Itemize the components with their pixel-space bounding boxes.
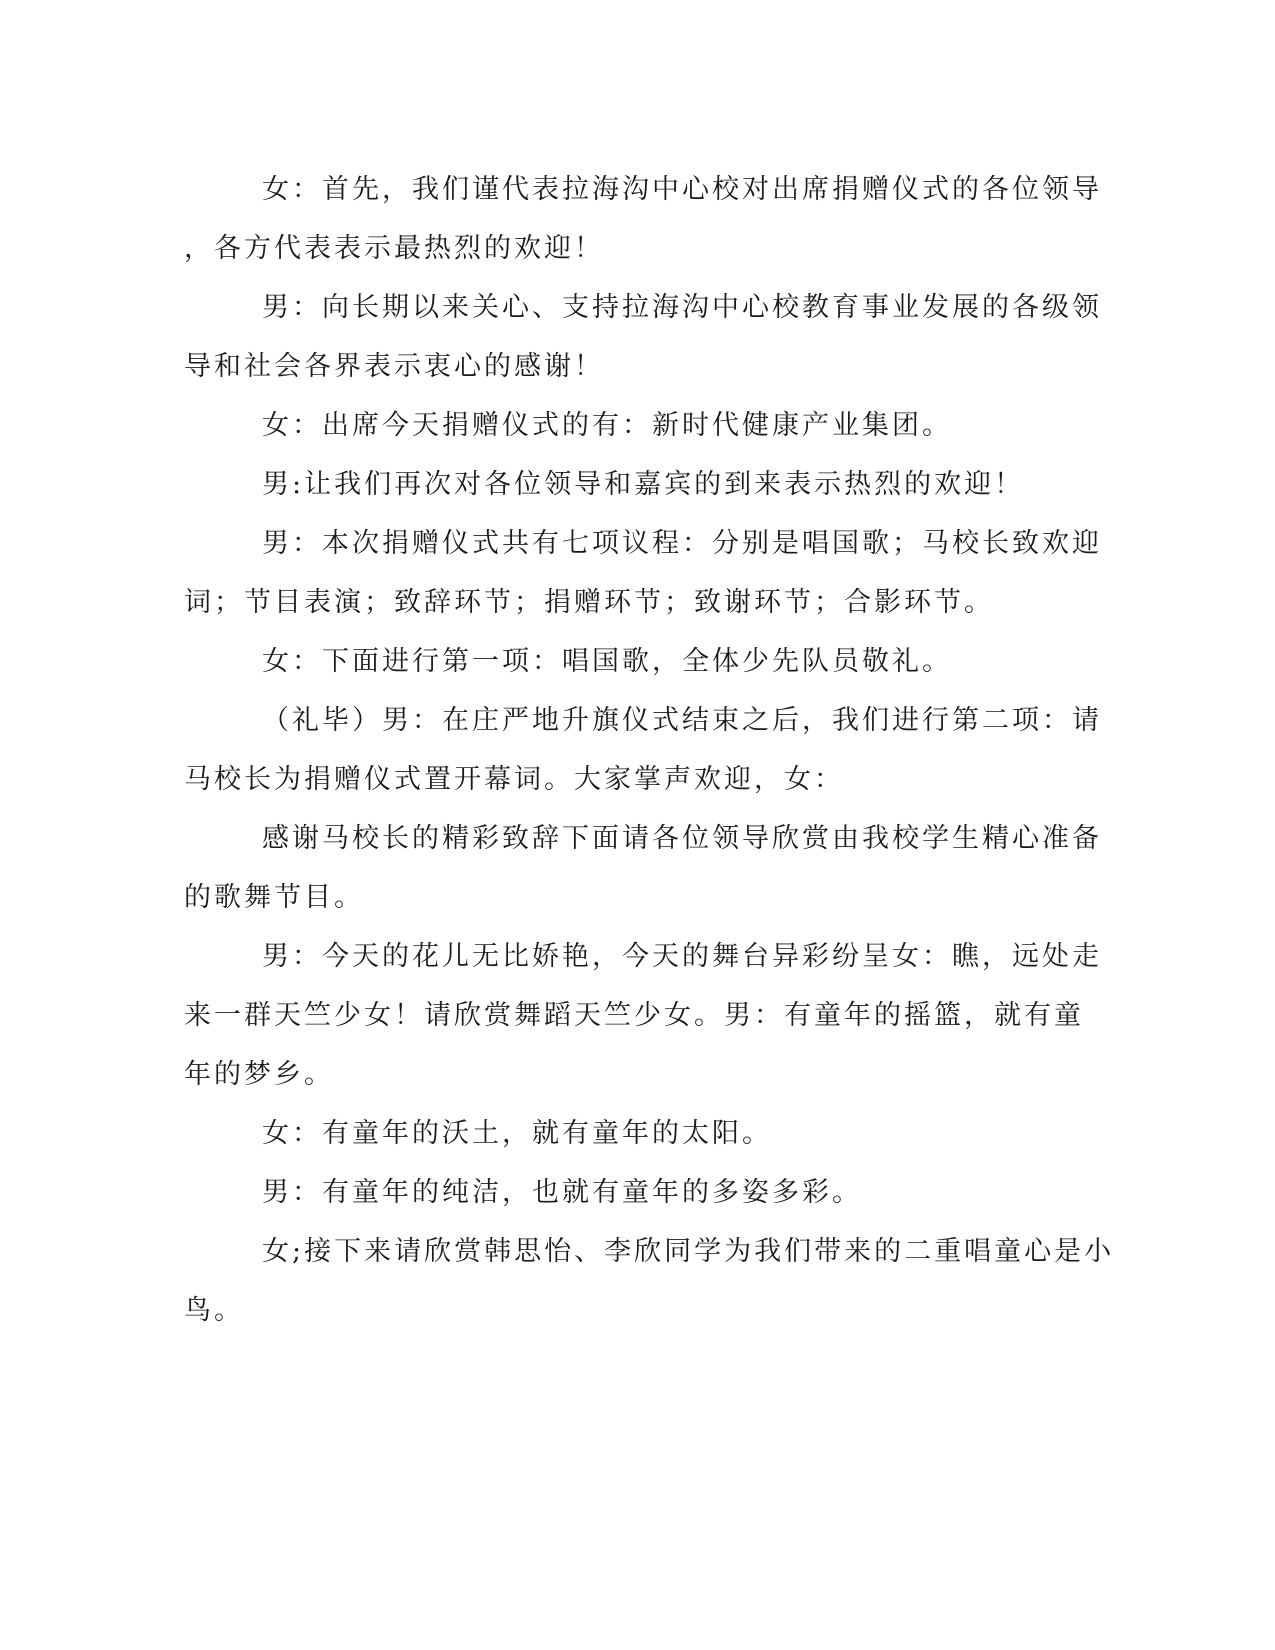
paragraph	[184, 1222, 1115, 1340]
paragraph	[190, 632, 1090, 691]
paragraph-line: 女：有童年的沃土，就有童年的太阳。	[262, 1118, 772, 1149]
document-body	[184, 160, 1115, 1340]
paragraph	[190, 1104, 1090, 1163]
paragraph-line: 女;接下来请欣赏韩思怡、李欣同学为我们带来的二重唱童心是小	[262, 1236, 1115, 1267]
paragraph	[184, 160, 1102, 278]
paragraph	[184, 809, 1102, 927]
paragraph	[184, 278, 1102, 396]
paragraph-line: 马校长为捐赠仪式置开幕词。大家掌声欢迎，女：	[184, 764, 844, 795]
paragraph-line: 男：本次捐赠仪式共有七项议程：分别是唱国歌；马校长致欢迎	[262, 528, 1102, 559]
paragraph-line: 来一群天竺少女！请欣赏舞蹈天竺少女。男：有童年的摇篮，就有童	[184, 1000, 1084, 1031]
paragraph	[190, 396, 1090, 455]
paragraph-line: 男：有童年的纯洁，也就有童年的多姿多彩。	[262, 1177, 862, 1208]
paragraph-line: 鸟。	[184, 1295, 244, 1326]
paragraph	[190, 455, 1090, 514]
paragraph-line: 的歌舞节目。	[184, 882, 364, 913]
paragraph-line: 男：今天的花儿无比娇艳，今天的舞台异彩纷呈女：瞧，远处走	[262, 941, 1102, 972]
paragraph	[184, 927, 1102, 1104]
paragraph	[190, 1163, 1090, 1222]
paragraph-line: 年的梦乡。	[184, 1059, 334, 1090]
paragraph	[184, 691, 1102, 809]
paragraph-line: 女：首先，我们谨代表拉海沟中心校对出席捐赠仪式的各位领导	[262, 174, 1102, 205]
paragraph-line: 女：下面进行第一项：唱国歌，全体少先队员敬礼。	[262, 646, 952, 677]
paragraph-line: 导和社会各界表示衷心的感谢！	[184, 351, 604, 382]
paragraph-line: ，各方代表表示最热烈的欢迎！	[184, 233, 604, 264]
paragraph-line: 词；节目表演；致辞环节；捐赠环节；致谢环节；合影环节。	[184, 587, 994, 618]
paragraph-line: 感谢马校长的精彩致辞下面请各位领导欣赏由我校学生精心准备	[262, 823, 1102, 854]
paragraph-line: （礼毕）男：在庄严地升旗仪式结束之后，我们进行第二项：请	[262, 705, 1102, 736]
paragraph	[184, 514, 1102, 632]
paragraph-line: 男:让我们再次对各位领导和嘉宾的到来表示热烈的欢迎！	[262, 469, 1025, 500]
paragraph-line: 女：出席今天捐赠仪式的有：新时代健康产业集团。	[262, 410, 952, 441]
paragraph-line: 男：向长期以来关心、支持拉海沟中心校教育事业发展的各级领	[262, 292, 1102, 323]
